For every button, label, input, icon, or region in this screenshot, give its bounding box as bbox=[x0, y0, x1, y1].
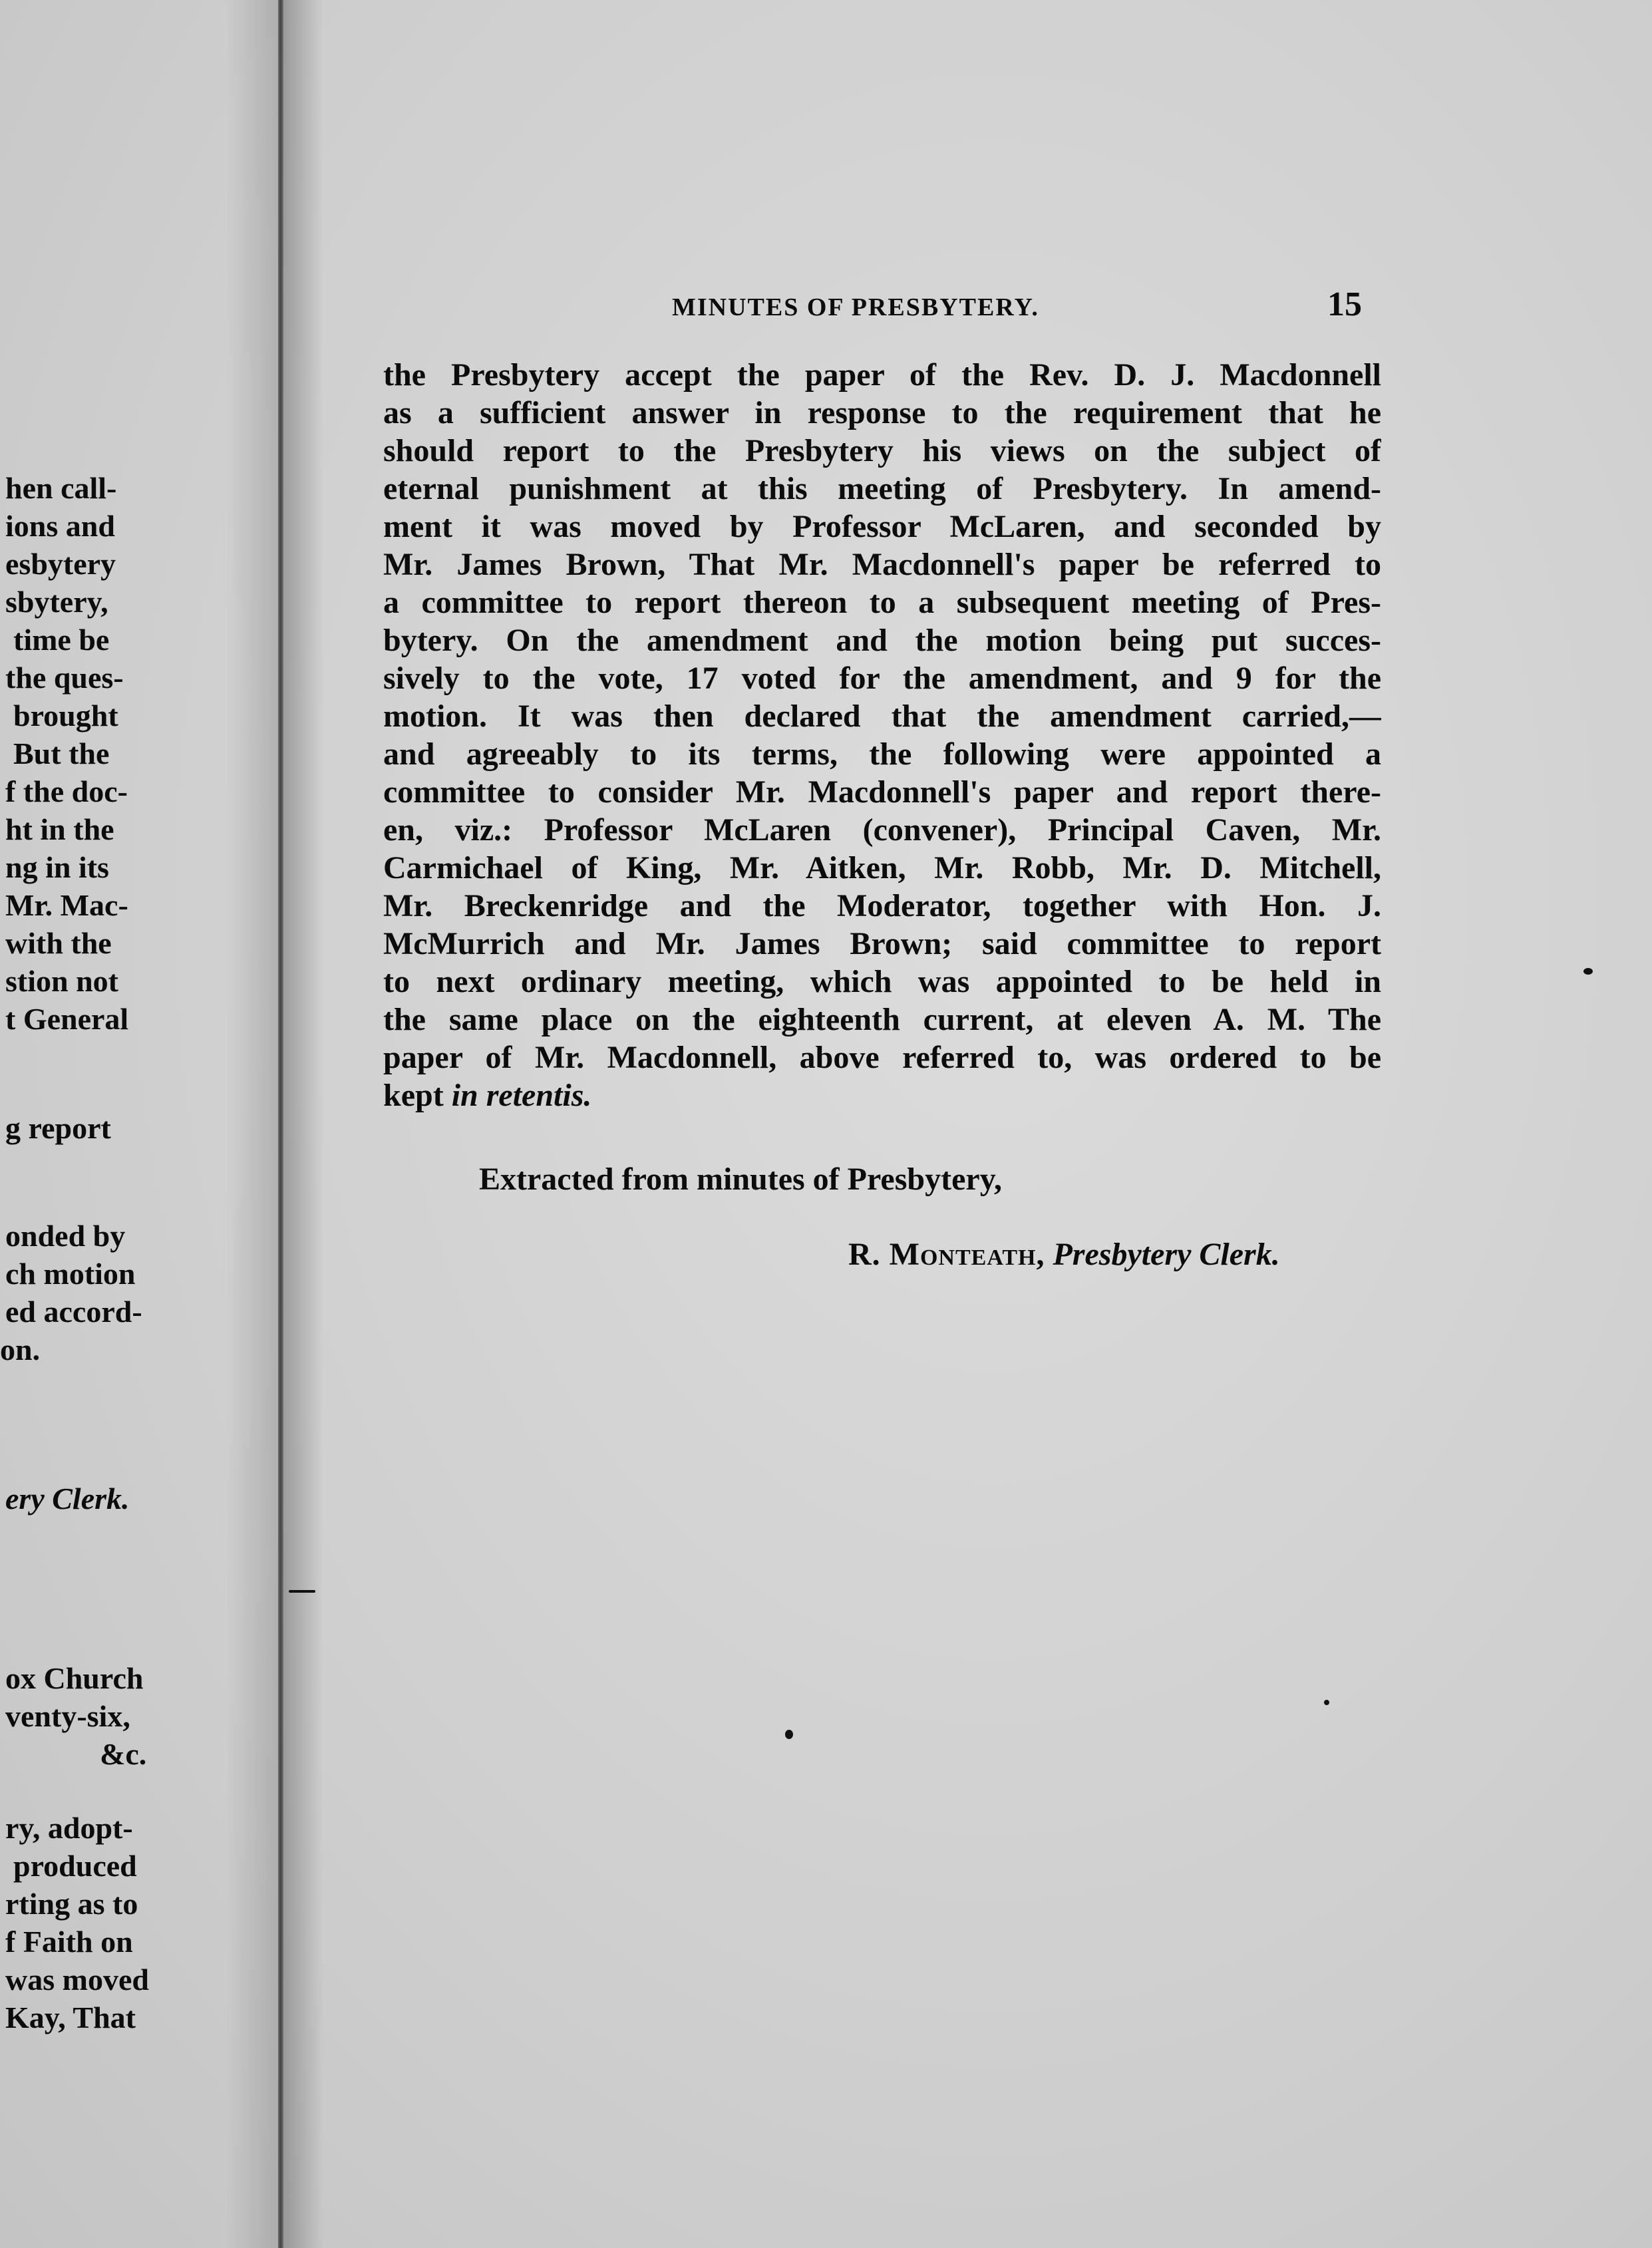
body-line: McMurrich and Mr. James Brown; said committee to report bbox=[383, 926, 1381, 961]
left-fragment: rting as to bbox=[5, 1887, 138, 1921]
left-fragment: But the bbox=[13, 736, 110, 770]
left-fragment: ng in its bbox=[5, 850, 109, 884]
scan-speck bbox=[785, 1730, 793, 1739]
left-page-edge bbox=[226, 0, 278, 2248]
left-fragment: with the bbox=[5, 926, 112, 960]
scan-speck bbox=[1324, 1700, 1329, 1705]
body-line: ment it was moved by Professor McLaren, and seconded by bbox=[383, 509, 1381, 544]
signature-name: R. Monteath, bbox=[848, 1237, 1045, 1272]
left-fragment: ry, adopt- bbox=[5, 1811, 133, 1845]
body-line: as a sufficient answer in response to the requirement that he bbox=[383, 395, 1381, 430]
left-fragment: the ques- bbox=[5, 661, 124, 695]
book-spine bbox=[278, 0, 283, 2248]
left-page-fragments bbox=[0, 0, 166, 2248]
scan-speck bbox=[289, 1590, 315, 1593]
left-fragment: time be bbox=[13, 623, 110, 657]
body-line: the Presbytery accept the paper of the Rev. D. J. Macdonnell bbox=[383, 357, 1381, 393]
body-line: sively to the vote, 17 voted for the amendment, and 9 for the bbox=[383, 661, 1381, 696]
left-fragment: f the doc- bbox=[5, 774, 128, 808]
left-fragment: produced bbox=[13, 1849, 137, 1883]
left-fragment: ch motion bbox=[5, 1257, 136, 1291]
left-fragment: venty-six, bbox=[5, 1699, 130, 1733]
left-fragment: Mr. Mac- bbox=[5, 888, 128, 922]
signature bbox=[848, 1236, 1280, 1273]
body-line: bytery. On the amendment and the motion being put succes- bbox=[383, 623, 1381, 658]
extracted-note: Extracted from minutes of Presbytery, bbox=[479, 1162, 1003, 1197]
spine-shadow bbox=[283, 0, 323, 2248]
body-line: paper of Mr. Macdonnell, above referred to, was ordered to be bbox=[383, 1040, 1381, 1075]
left-fragment: ery Clerk. bbox=[5, 1482, 130, 1516]
page-number: 15 bbox=[1327, 285, 1362, 323]
body-line: Carmichael of King, Mr. Aitken, Mr. Robb, Mr. D. Mitchell, bbox=[383, 850, 1381, 885]
last-line-prefix: kept bbox=[383, 1078, 452, 1113]
body-line: motion. It was then declared that the amendment carried,— bbox=[383, 699, 1381, 734]
running-header: MINUTES OF PRESBYTERY. bbox=[672, 293, 1039, 321]
scan-speck bbox=[1583, 968, 1593, 975]
body-line: a committee to report thereon to a subsequent meeting of Pres- bbox=[383, 585, 1381, 620]
left-fragment: brought bbox=[13, 699, 118, 732]
left-fragment: t General bbox=[5, 1002, 129, 1036]
body-paragraph bbox=[383, 356, 1381, 1114]
body-line: eternal punishment at this meeting of Presbytery. In amend- bbox=[383, 471, 1381, 506]
left-fragment: Kay, That bbox=[5, 2001, 136, 2034]
body-line: to next ordinary meeting, which was appointed to be held in bbox=[383, 964, 1381, 999]
left-fragment: &c. bbox=[100, 1737, 147, 1771]
left-fragment: ions and bbox=[5, 509, 115, 543]
body-line: Mr. Breckenridge and the Moderator, together with Hon. J. bbox=[383, 888, 1381, 923]
left-fragment: f Faith on bbox=[5, 1925, 133, 1959]
left-fragment: g report bbox=[5, 1111, 111, 1145]
last-line-italic: in retentis. bbox=[451, 1078, 592, 1113]
left-fragment: hen call- bbox=[5, 471, 117, 505]
left-fragment: ed accord- bbox=[5, 1295, 142, 1329]
left-fragment: sbytery, bbox=[5, 585, 108, 619]
body-line: should report to the Presbytery his views on the subject of bbox=[383, 433, 1381, 468]
body-line: en, viz.: Professor McLaren (convener), Principal Caven, Mr. bbox=[383, 812, 1381, 848]
body-line: the same place on the eighteenth current, at eleven A. M. The bbox=[383, 1002, 1381, 1037]
left-fragment: esbytery bbox=[5, 547, 116, 581]
left-fragment: stion not bbox=[5, 964, 118, 998]
left-fragment: onded by bbox=[5, 1219, 126, 1253]
left-fragment: on. bbox=[0, 1333, 41, 1366]
signature-title: Presbytery Clerk. bbox=[1053, 1237, 1280, 1272]
body-line: Mr. James Brown, That Mr. Macdonnell's paper be referred to bbox=[383, 547, 1381, 582]
body-last-line bbox=[383, 1076, 1381, 1114]
body-line: and agreeably to its terms, the following were appointed a bbox=[383, 736, 1381, 772]
left-fragment: ht in the bbox=[5, 812, 114, 846]
left-fragment: was moved bbox=[5, 1963, 149, 1997]
left-fragment: ox Church bbox=[5, 1661, 144, 1695]
body-line: committee to consider Mr. Macdonnell's paper and report there- bbox=[383, 774, 1381, 810]
